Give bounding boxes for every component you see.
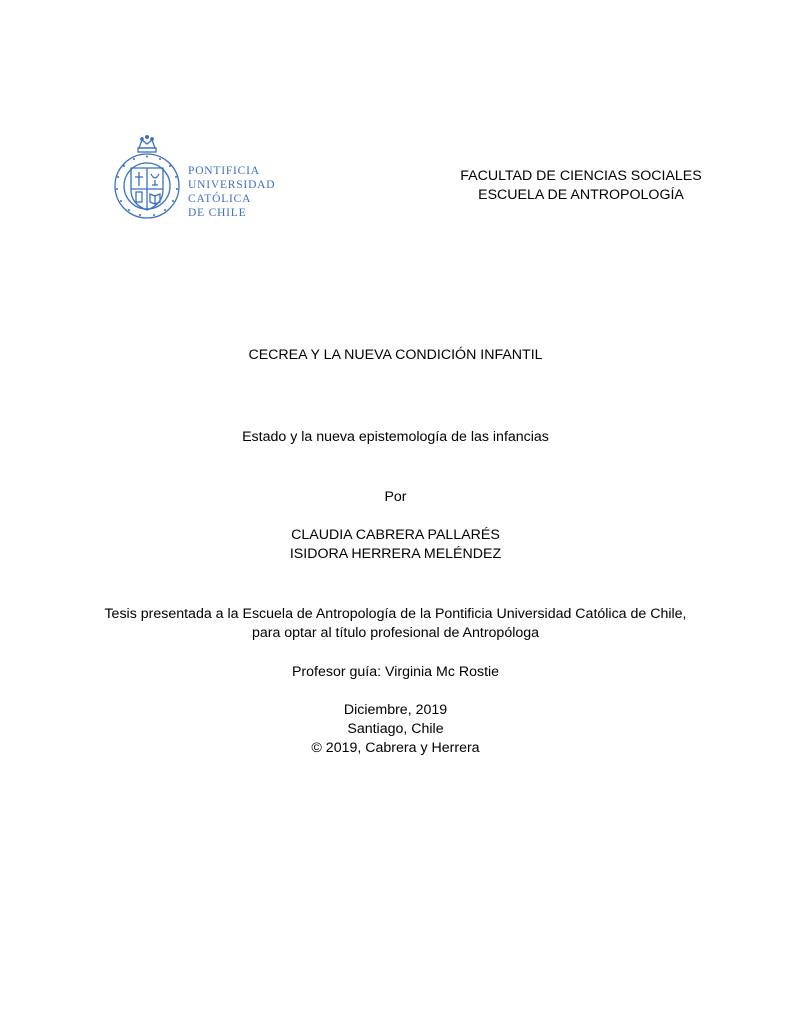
university-logo bbox=[112, 134, 287, 230]
author-name: CLAUDIA CABRERA PALLARÉS bbox=[291, 527, 500, 543]
by-label: Por bbox=[384, 489, 407, 505]
thesis-subtitle: Estado y la nueva epistemología de las infancias bbox=[242, 429, 549, 445]
author-name: ISIDORA HERRERA MELÉNDEZ bbox=[289, 546, 502, 562]
faculty-header bbox=[400, 167, 762, 205]
logo-line: CATÓLICA bbox=[188, 193, 252, 205]
logo-wordmark bbox=[188, 164, 275, 220]
logo-line: DE CHILE bbox=[188, 207, 247, 219]
thesis-statement-line: para optar al título profesional de Antropóloga bbox=[251, 625, 540, 641]
copyright: © 2019, Cabrera y Herrera bbox=[311, 740, 480, 756]
faculty-name: FACULTAD DE CIENCIAS SOCIALES bbox=[460, 168, 702, 184]
school-name: ESCUELA DE ANTROPOLOGÍA bbox=[478, 187, 684, 203]
thesis-title: CECREA Y LA NUEVA CONDICIÓN INFANTIL bbox=[248, 347, 543, 363]
advisor: Profesor guía: Virginia Mc Rostie bbox=[291, 664, 500, 680]
thesis-statement-line: Tesis presentada a la Escuela de Antropología de la Pontificia Universidad Católica de Chile, bbox=[104, 606, 687, 622]
logo-line: UNIVERSIDAD bbox=[188, 179, 276, 191]
date: Diciembre, 2019 bbox=[343, 702, 448, 718]
location: Santiago, Chile bbox=[347, 721, 444, 737]
university-seal-icon bbox=[112, 134, 182, 230]
logo-line: PONTIFICIA bbox=[188, 165, 260, 177]
